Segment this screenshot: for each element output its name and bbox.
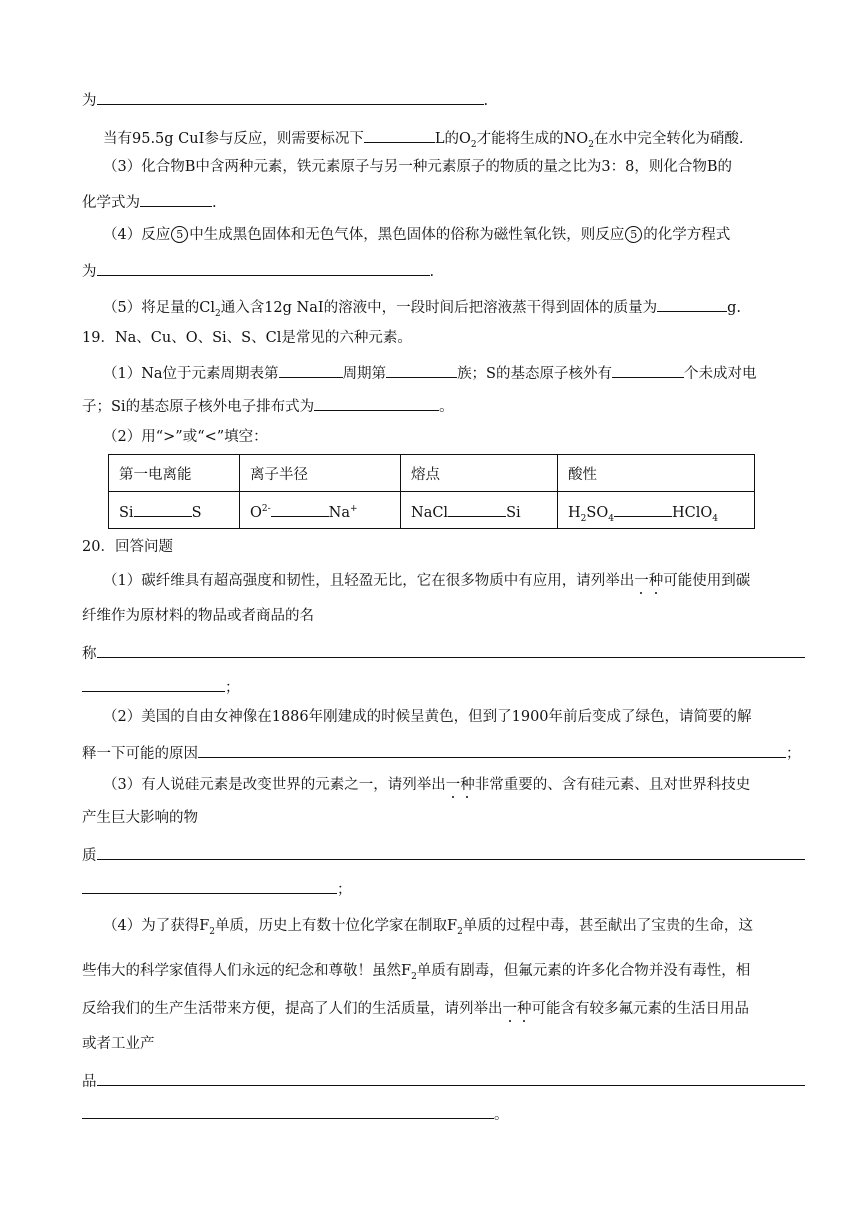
question-20-part4-line2: 些伟大的科学家值得人们永远的纪念和尊敬！虽然$F_2$单质有剧毒，但氟元素的许多化合物并没有毒性，相 [82, 963, 751, 982]
fill-blank-silicon-substance[interactable] [97, 843, 805, 860]
question-20-part2-line1: （2）美国的自由女神像在1886年刚建成的时候呈黄色，但到了1900年前后变成了绿色，请简要的解 [103, 709, 752, 725]
table-header: 第一电离能 [109, 455, 240, 492]
table-header: 酸性 [558, 455, 755, 492]
fill-blank[interactable] [134, 500, 192, 517]
fill-blank-solid-mass[interactable] [657, 295, 727, 312]
question-20-part3-line4: ； [82, 877, 352, 900]
question-3-line1: （3）化合物B中含两种元素，铁元素原子与另一种元素原子的物质的量之比为3：8，则化合物B的 [103, 159, 732, 175]
question-20-part1-line1: （1）碳纤维具有超高强度和韧性，且轻盈无比，它在很多物质中有应用，请列举出一种可能使用到碳 [103, 573, 751, 589]
question-5: （5）将足量的$Cl_2$通入含12g NaI的溶液中，一段时间后把溶液蒸干得到固体的质量为 g. [103, 295, 741, 318]
fill-blank-carbon-fiber-cont[interactable] [82, 675, 225, 692]
fill-blank-oxygen-volume[interactable] [364, 126, 435, 143]
table-cell: $H_2SO_4$ HClO$_4$ [558, 492, 755, 529]
fill-blank-silicon-cont[interactable] [82, 877, 337, 894]
cui-reaction-question: 当有95.5g CuI参与反应，则需要标况下 L的$O_2$才能将生成的$NO_2$在水中完全转化为硝酸. [103, 126, 744, 149]
question-20-part4-line5: 品 [82, 1069, 805, 1092]
fill-blank-fluorine-product[interactable] [97, 1069, 805, 1086]
question-19-part1-line2: 子；Si的基态原子核外电子排布式为 。 [82, 394, 454, 417]
table-header-row [109, 455, 755, 492]
table-cell: Si S [109, 492, 240, 529]
fill-blank-statue-reason[interactable] [198, 741, 786, 758]
fill-blank-compound-b[interactable] [140, 190, 212, 207]
answer-line-q2-end: 为 . [82, 88, 488, 111]
table-cell: NaCl Si [401, 492, 558, 529]
question-19-part2: （2）用“>”或“<”填空： [103, 429, 268, 445]
question-20-part1-line3: 称 [82, 641, 805, 664]
fill-blank[interactable] [97, 88, 484, 105]
question-19-part1-line1: （1）Na位于元素周期表第 周期第 族；S的基态原子核外有 个未成对电 [103, 361, 757, 384]
question-4-line2: 为 . [82, 259, 434, 282]
question-4-line1: （4）反应 5 中生成黑色固体和无色气体，黑色固体的俗称为磁性氧化铁，则反应 5 的化学方程式 [103, 227, 731, 243]
question-20-part1-line2: 纤维作为原材料的物品或者商品的名 [82, 608, 314, 624]
table-header: 离子半径 [240, 455, 401, 492]
question-20-part3-line1: （3）有人说硅元素是改变世界的元素之一，请列举出一种非常重要的、含有硅元素、且对世界科技史 [103, 777, 751, 793]
question-3-line2: 化学式为 . [82, 190, 217, 213]
question-20-part3-line3: 质 [82, 843, 805, 866]
question-20-part3-line2: 产生巨大影响的物 [82, 810, 198, 826]
comparison-table [108, 454, 755, 529]
circled-number-icon: 5 [171, 226, 188, 243]
circled-number-icon: 5 [625, 226, 642, 243]
table-cell: $O^{2-}$ Na+ [240, 492, 401, 529]
question-19-title: 19．Na、Cu、O、Si、S、Cl是常见的六种元素。 [82, 330, 412, 346]
fill-blank-period[interactable] [279, 361, 343, 378]
question-20-part4-line1: （4）为了获得$F_2$单质，历史上有数十位化学家在制取$F_2$单质的过程中毒，甚至献出了宝贵的生命，这 [103, 918, 753, 937]
question-20-title: 20．回答问题 [82, 539, 173, 555]
fill-blank-electron-config[interactable] [314, 394, 439, 411]
fill-blank[interactable] [614, 500, 672, 517]
table-header: 熔点 [401, 455, 558, 492]
fill-blank-unpaired-electrons[interactable] [612, 361, 684, 378]
fill-blank-fluorine-cont[interactable] [82, 1102, 494, 1119]
table-row [109, 492, 755, 529]
fill-blank[interactable] [271, 500, 329, 517]
question-20-part4-line3: 反给我们的生产生活带来方便，提高了人们的生活质量，请列举出一种可能含有较多氟元素的生活日用品 [82, 1001, 749, 1017]
question-20-part1-line4: ； [82, 675, 240, 698]
fill-blank-group[interactable] [386, 361, 457, 378]
question-20-part4-line4: 或者工业产 [82, 1036, 155, 1052]
fill-blank[interactable] [448, 500, 506, 517]
fill-blank-equation[interactable] [97, 259, 430, 276]
fill-blank-carbon-fiber[interactable] [97, 641, 805, 658]
question-20-part4-line6: 。 [82, 1102, 509, 1125]
question-20-part2-line2: 释一下可能的原因 ； [82, 741, 801, 764]
